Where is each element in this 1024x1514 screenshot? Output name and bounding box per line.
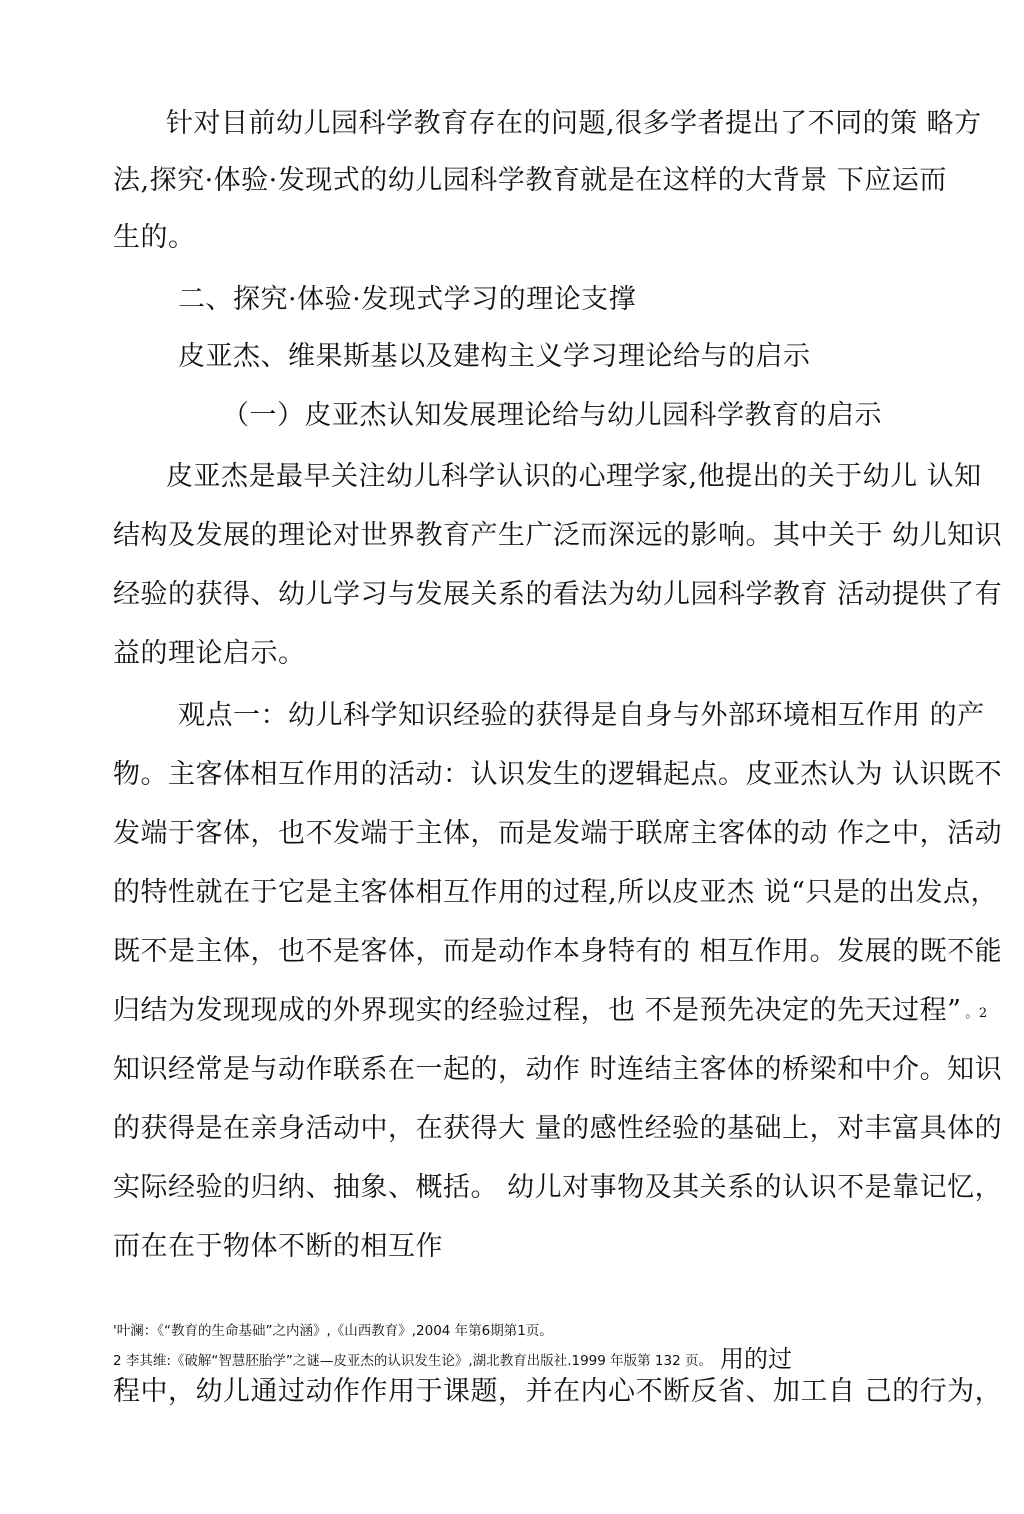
footnote-text: 2 李其维:《破解“智慧胚胎学”之谜—皮亚杰的认识发生论》,湖北教育出版社.1999 年版第 132 页。	[113, 1353, 712, 1369]
paragraph-line: 针对目前幼儿园科学教育存在的问题,很多学者提出了不同的策 略方	[166, 108, 982, 139]
footnote	[113, 1345, 792, 1373]
section-heading: 二、探究·体验·发现式学习的理论支撑	[178, 284, 637, 315]
paragraph-line	[113, 995, 988, 1030]
paragraph-line: 知识经常是与动作联系在一起的，动作 时连结主客体的桥梁和中介。知识	[113, 1054, 1003, 1085]
paragraph-line: 而在在于物体不断的相互作	[113, 1231, 443, 1262]
subsection-heading: （一）皮亚杰认知发展理论给与幼儿园科学教育的启示	[222, 400, 882, 431]
paragraph-line: 程中，幼儿通过动作作用于课题，并在内心不断反省、加工自 己的行为，	[113, 1376, 1003, 1407]
footnote: '叶澜：《“教育的生命基础”之内涵》,《山西教育》,2004 年第6期第1页。	[113, 1323, 553, 1339]
paragraph-line: 皮亚杰是最早关注幼儿科学认识的心理学家,他提出的关于幼儿 认知	[166, 461, 982, 492]
paragraph-line: 的获得是在亲身活动中，在获得大 量的感性经验的基础上，对丰富具体的	[113, 1113, 1003, 1144]
paragraph-line: 观点一：幼儿科学知识经验的获得是自身与外部环境相互作用 的产	[178, 700, 985, 731]
paragraph-line: 经验的获得、幼儿学习与发展关系的看法为幼儿园科学教育 活动提供了有	[113, 579, 1003, 610]
paragraph-line: 益的理论启示。	[113, 638, 306, 669]
footnote-reference: 。2	[965, 1006, 988, 1021]
subsection-heading: 皮亚杰、维果斯基以及建构主义学习理论给与的启示	[178, 341, 811, 372]
paragraph-line: 发端于客体，也不发端于主体，而是发端于联席主客体的动 作之中，活动	[113, 818, 1003, 849]
paragraph-line: 既不是主体，也不是客体，而是动作本身特有的 相互作用。发展的既不能	[113, 936, 1003, 967]
paragraph-line: 实际经验的归纳、抽象、概括。 幼儿对事物及其关系的认识不是靠记忆，	[113, 1172, 1003, 1203]
paragraph-line: 的特性就在于它是主客体相互作用的过程,所以皮亚杰 说“只是的出发点，	[113, 877, 998, 908]
continued-text: 用的过	[720, 1345, 792, 1373]
paragraph-line: 结构及发展的理论对世界教育产生广泛而深远的影响。其中关于 幼儿知识	[113, 520, 1003, 551]
paragraph-line: 物。主客体相互作用的活动：认识发生的逻辑起点。皮亚杰认为 认识既不	[113, 759, 1003, 790]
paragraph-line: 生的。	[113, 222, 196, 253]
paragraph-line: 法,探究·体验·发现式的幼儿园科学教育就是在这样的大背景 下应运而	[113, 165, 947, 196]
line-text: 归结为发现现成的外界现实的经验过程，也 不是预先决定的先天过程”	[113, 995, 962, 1026]
